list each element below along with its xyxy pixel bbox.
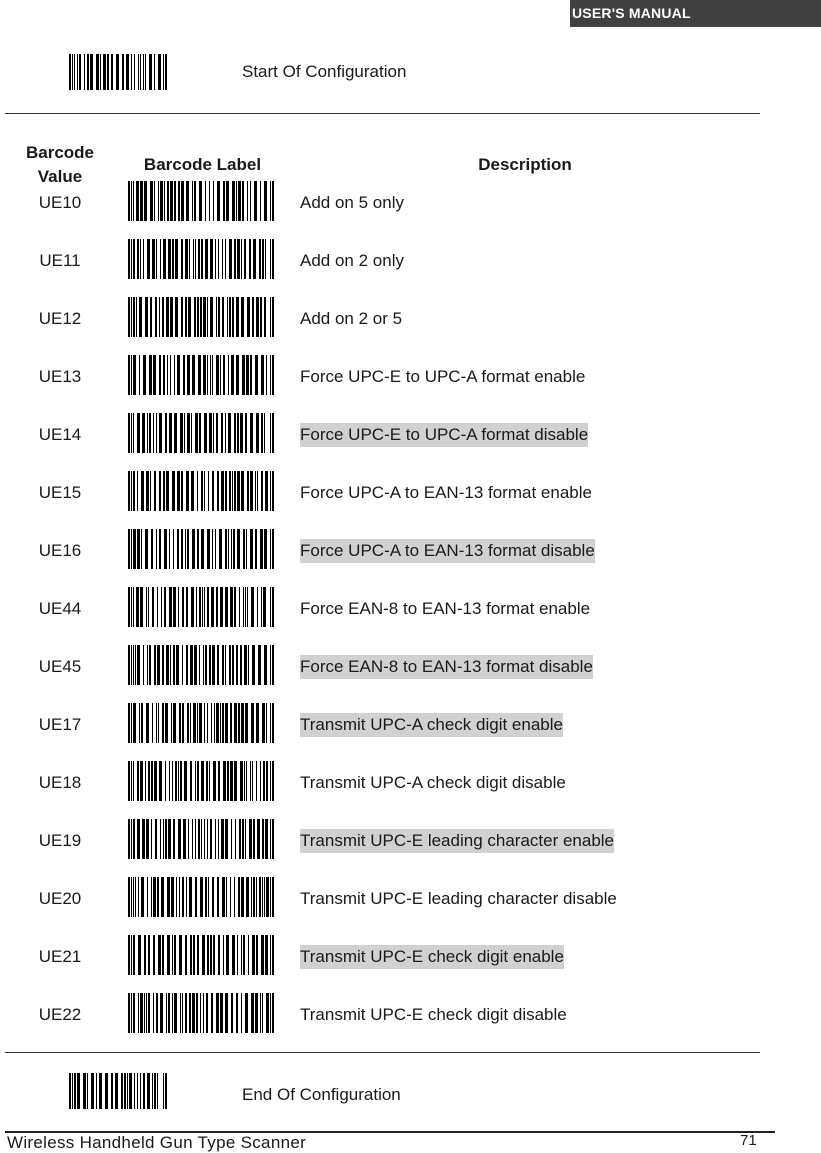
column-header-barcode-label: Barcode Label	[143, 155, 262, 174]
table-row	[0, 655, 760, 705]
barcode-image	[128, 877, 274, 917]
barcode-image	[128, 703, 274, 743]
barcode-image	[128, 935, 274, 975]
barcode-image	[128, 181, 274, 221]
barcode-value: UE22	[38, 1005, 82, 1024]
table-row	[0, 365, 760, 415]
barcode-image	[128, 819, 274, 859]
table-row	[0, 945, 760, 995]
barcode-value: UE14	[38, 425, 82, 444]
barcode-image	[128, 297, 274, 337]
barcode-value: UE19	[38, 831, 82, 850]
barcode-value: UE20	[38, 889, 82, 908]
barcode-description: Transmit UPC-A check digit disable	[300, 773, 566, 792]
barcode-description: Force UPC-A to EAN-13 format enable	[300, 483, 592, 502]
barcode-value: UE21	[38, 947, 82, 966]
barcode-value: UE45	[38, 657, 82, 676]
end-configuration	[0, 1073, 760, 1113]
table-row	[0, 191, 760, 241]
footer-title: Wireless Handheld Gun Type Scanner	[7, 1133, 307, 1152]
table-row	[0, 539, 760, 589]
manual-header-tab: USER'S MANUAL	[570, 0, 821, 27]
start-configuration	[0, 54, 760, 94]
barcode-image	[128, 993, 274, 1033]
barcode-image	[128, 529, 274, 569]
table-row	[0, 597, 760, 647]
divider-top	[5, 113, 760, 114]
barcode-description: Add on 2 only	[300, 251, 404, 270]
barcode-description: Transmit UPC-E check digit disable	[300, 1005, 567, 1024]
barcode-description: Force UPC-E to UPC-A format enable	[300, 367, 586, 386]
start-configuration-barcode	[69, 54, 167, 90]
barcode-value: UE12	[38, 309, 82, 328]
barcode-description: Force UPC-E to UPC-A format disable	[300, 423, 588, 447]
barcode-image	[128, 761, 274, 801]
table-row	[0, 423, 760, 473]
barcode-value: UE44	[38, 599, 82, 618]
table-row	[0, 481, 760, 531]
barcode-description: Transmit UPC-E leading character enable	[300, 829, 614, 853]
table-row	[0, 771, 760, 821]
barcode-value: UE13	[38, 367, 82, 386]
barcode-description: Force UPC-A to EAN-13 format disable	[300, 539, 595, 563]
barcode-image	[128, 645, 274, 685]
barcode-value: UE15	[38, 483, 82, 502]
barcode-description: Force EAN-8 to EAN-13 format disable	[300, 655, 593, 679]
table-row	[0, 887, 760, 937]
start-configuration-label: Start Of Configuration	[242, 62, 407, 81]
barcode-image	[128, 355, 274, 395]
table-row	[0, 829, 760, 879]
barcode-image	[128, 239, 274, 279]
barcode-image	[128, 413, 274, 453]
barcode-description: Transmit UPC-A check digit enable	[300, 713, 563, 737]
barcode-description: Force EAN-8 to EAN-13 format enable	[300, 599, 591, 618]
table-row	[0, 713, 760, 763]
divider-bottom	[5, 1052, 760, 1053]
end-configuration-barcode	[69, 1073, 167, 1109]
barcode-description: Add on 2 or 5	[300, 309, 403, 328]
barcode-value: UE11	[39, 251, 81, 270]
barcode-value: UE17	[38, 715, 82, 734]
column-header-description: Description	[478, 155, 572, 174]
page-number: 71	[740, 1132, 757, 1149]
barcode-image	[128, 587, 274, 627]
barcode-value: UE18	[38, 773, 82, 792]
barcode-description: Transmit UPC-E check digit enable	[300, 945, 564, 969]
column-header-barcode-value: Barcode Value	[25, 143, 95, 186]
barcode-value: UE16	[38, 541, 82, 560]
barcode-image	[128, 471, 274, 511]
table-row	[0, 1003, 760, 1053]
table-row	[0, 249, 760, 299]
barcode-description: Add on 5 only	[300, 193, 404, 212]
table-row	[0, 307, 760, 357]
barcode-value: UE10	[38, 193, 82, 212]
end-configuration-label: End Of Configuration	[242, 1085, 401, 1104]
barcode-description: Transmit UPC-E leading character disable	[300, 889, 617, 908]
